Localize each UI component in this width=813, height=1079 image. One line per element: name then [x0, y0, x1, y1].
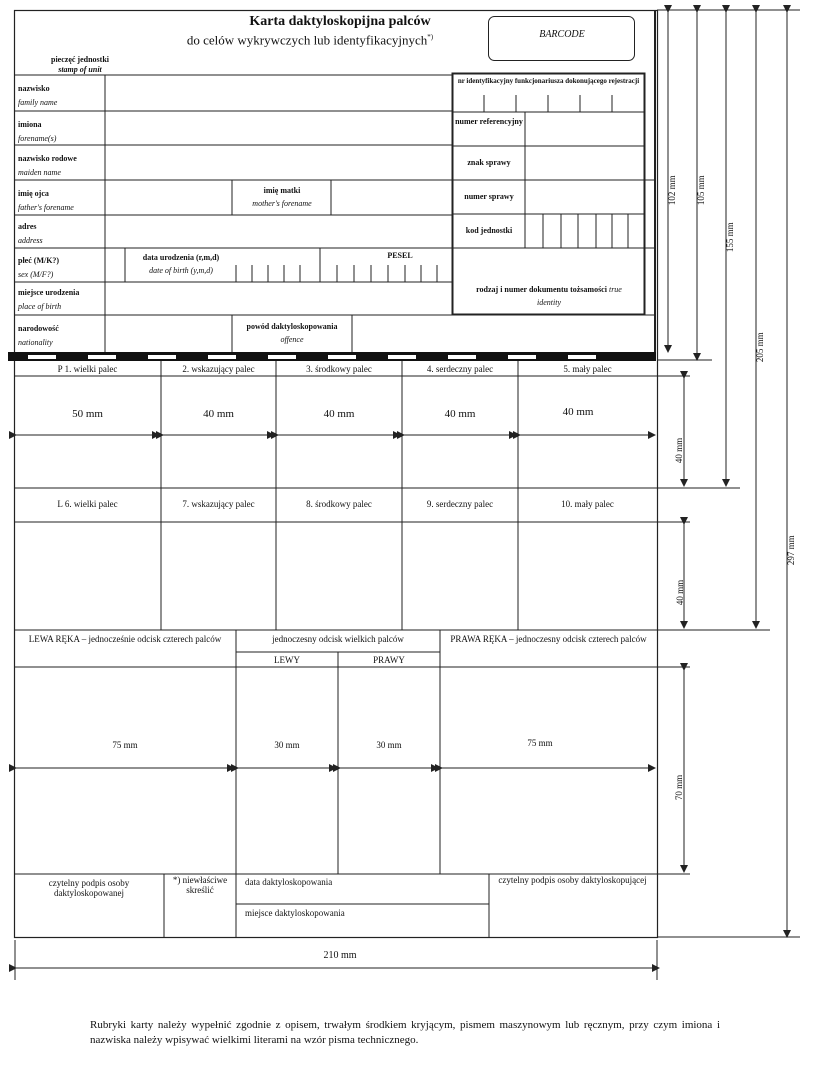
id-document-label-en: identity: [537, 298, 561, 307]
width-label-thumb-right: 30 mm: [376, 740, 402, 750]
thumb-left-label: LEWY: [274, 655, 300, 665]
officer-id-field[interactable]: [453, 95, 644, 111]
father-label-en: father's forename: [18, 203, 74, 212]
finger-label-l6: L 6. wielki palec: [57, 499, 118, 509]
left-thumb-box[interactable]: [237, 668, 337, 873]
surname-label: nazwisko: [18, 84, 50, 93]
case-number-label: numer sprawy: [464, 192, 514, 201]
width-label-2: 40 mm: [203, 408, 234, 420]
width-label-slap-left: 75 mm: [112, 740, 138, 750]
forename-field[interactable]: [106, 112, 451, 144]
father-label: imię ojca: [18, 189, 49, 198]
dim-102: 102 mm: [666, 175, 677, 206]
id-document-field[interactable]: [453, 249, 644, 282]
case-mark-label: znak sprawy: [467, 158, 511, 167]
ref-number-label: numer referencyjny: [455, 117, 523, 126]
finger-box-r1[interactable]: [15, 377, 160, 487]
finger-box-l9[interactable]: [403, 523, 517, 629]
forename-label: imiona: [18, 120, 42, 129]
width-label-4: 40 mm: [444, 408, 476, 420]
ref-number-field[interactable]: [526, 113, 644, 145]
father-field[interactable]: [106, 181, 231, 214]
finger-box-l6[interactable]: [15, 523, 160, 629]
place-field[interactable]: [237, 920, 488, 936]
subject-signature-label: czytelny podpis osoby daktyloskopowanej: [48, 878, 130, 899]
date-label: data daktyloskopowania: [245, 877, 333, 887]
dim-40b: 40 mm: [674, 579, 685, 606]
maiden-name-label: nazwisko rodowe: [18, 154, 77, 163]
dim-70: 70 mm: [673, 774, 684, 801]
finger-box-r2[interactable]: [162, 377, 275, 487]
thumbs-title: jednoczesny odcisk wielkich palców: [272, 634, 404, 644]
finger-label-l9: 9. serdeczny palec: [426, 499, 494, 509]
finger-label-l10: 10. mały palec: [561, 499, 614, 509]
unit-code-field[interactable]: [526, 215, 644, 247]
dim-297: 297 mm: [785, 535, 796, 566]
mother-label-en: mother's forename: [252, 199, 312, 208]
finger-label-r2: 2. wskazujący palec: [182, 364, 255, 374]
width-label-5: 40 mm: [562, 406, 594, 418]
date-field[interactable]: [237, 890, 488, 903]
officer-signature-label: czytelny podpis osoby daktyloskopującej: [498, 875, 647, 885]
dob-label: data urodzenia (r,m,d): [142, 253, 220, 262]
forename-label-en: forename(s): [18, 134, 57, 143]
nationality-field[interactable]: [106, 316, 231, 351]
case-number-field[interactable]: [526, 181, 644, 213]
finger-box-r3[interactable]: [277, 377, 401, 487]
card-subtitle: do celów wykrywczych lub identyfikacyjnych*): [186, 32, 434, 48]
dim-205: 205 mm: [754, 332, 765, 363]
birthplace-label-en: place of birth: [18, 302, 62, 311]
pesel-field[interactable]: [320, 265, 451, 281]
finger-box-l8[interactable]: [277, 523, 401, 629]
finger-box-r4[interactable]: [403, 377, 517, 487]
nationality-label: narodowość: [18, 324, 59, 333]
dim-210: 210 mm: [323, 950, 357, 961]
card-title: Karta daktyloskopijna palców: [249, 14, 431, 29]
birthplace-field[interactable]: [106, 283, 451, 314]
maiden-name-label-en: maiden name: [18, 168, 61, 177]
id-document-label: rodzaj i numer dokumentu tożsamości true: [476, 285, 622, 294]
mother-field[interactable]: [332, 181, 451, 214]
nationality-label-en: nationality: [18, 338, 53, 347]
finger-label-r5: 5. mały palec: [563, 364, 612, 374]
finger-label-r4: 4. serdeczny palec: [426, 364, 494, 374]
pesel-label: PESEL: [387, 251, 413, 260]
strike-note: *) niewłaściwe skreślić: [172, 875, 228, 896]
surname-field[interactable]: [106, 76, 451, 110]
mother-label: imię matki: [263, 186, 301, 195]
right-thumb-box[interactable]: [339, 668, 439, 873]
maiden-name-field[interactable]: [106, 146, 451, 179]
sex-label-en: sex (M/F?): [18, 270, 54, 279]
finger-label-r1: P 1. wielki palec: [57, 364, 118, 374]
sex-label: płeć (M/K?): [18, 256, 60, 265]
left-slap-box[interactable]: [15, 668, 235, 873]
width-label-thumb-left: 30 mm: [274, 740, 300, 750]
right-slap-title: PRAWA RĘKA – jednoczesny odcisk czterech palców: [450, 634, 647, 644]
address-label-en: address: [18, 236, 43, 245]
right-slap-box[interactable]: [441, 668, 656, 873]
unit-code-label: kod jednostki: [465, 226, 513, 235]
case-mark-field[interactable]: [526, 147, 644, 179]
dim-155: 155 mm: [724, 222, 735, 253]
instruction-text: Rubryki karty należy wypełnić zgodnie z opisem, trwałym środkiem kryjącym, pismem maszynowym lub ręcznym, przy czym imiona i nazwiska należy wpisywać wielkimi literami na wzór pisma technicznego.: [90, 1019, 720, 1046]
dim-105: 105 mm: [695, 175, 706, 206]
subject-signature-field[interactable]: [15, 905, 163, 936]
finger-box-r5[interactable]: [519, 377, 656, 487]
width-label-slap-right: 75 mm: [527, 738, 553, 748]
finger-box-l10[interactable]: [519, 523, 656, 629]
officer-id-label: nr identyfikacyjny funkcjonariusza dokonującego rejestracji: [457, 77, 640, 85]
birthplace-label: miejsce urodzenia: [18, 288, 80, 297]
place-label: miejsce daktyloskopowania: [245, 908, 345, 918]
finger-box-l7[interactable]: [162, 523, 275, 629]
stamp-label-en: stamp of unit: [58, 65, 102, 74]
thumb-right-label: PRAWY: [373, 655, 405, 665]
width-label-3: 40 mm: [323, 408, 355, 420]
reason-field[interactable]: [353, 316, 653, 351]
finger-label-l8: 8. środkowy palec: [306, 499, 372, 509]
dim-40a: 40 mm: [673, 437, 684, 464]
address-field[interactable]: [106, 216, 451, 247]
address-label: adres: [18, 222, 37, 231]
officer-signature-field[interactable]: [490, 905, 656, 936]
finger-label-r3: 3. środkowy palec: [306, 364, 372, 374]
width-label-1: 50 mm: [72, 408, 103, 420]
barcode-box: BARCODE: [539, 29, 585, 40]
reason-label: powód daktyloskopowania: [246, 322, 338, 331]
sex-field[interactable]: [106, 249, 124, 281]
surname-label-en: family name: [18, 98, 58, 107]
dob-field[interactable]: [236, 265, 320, 281]
dob-label-en: date of birth (y,m,d): [149, 266, 213, 275]
reason-label-en: offence: [280, 335, 304, 344]
left-slap-title: LEWA RĘKA – jednocześnie odcisk czterech palców: [28, 634, 222, 644]
finger-label-l7: 7. wskazujący palec: [182, 499, 255, 509]
stamp-label: pieczęć jednostki: [51, 55, 109, 64]
